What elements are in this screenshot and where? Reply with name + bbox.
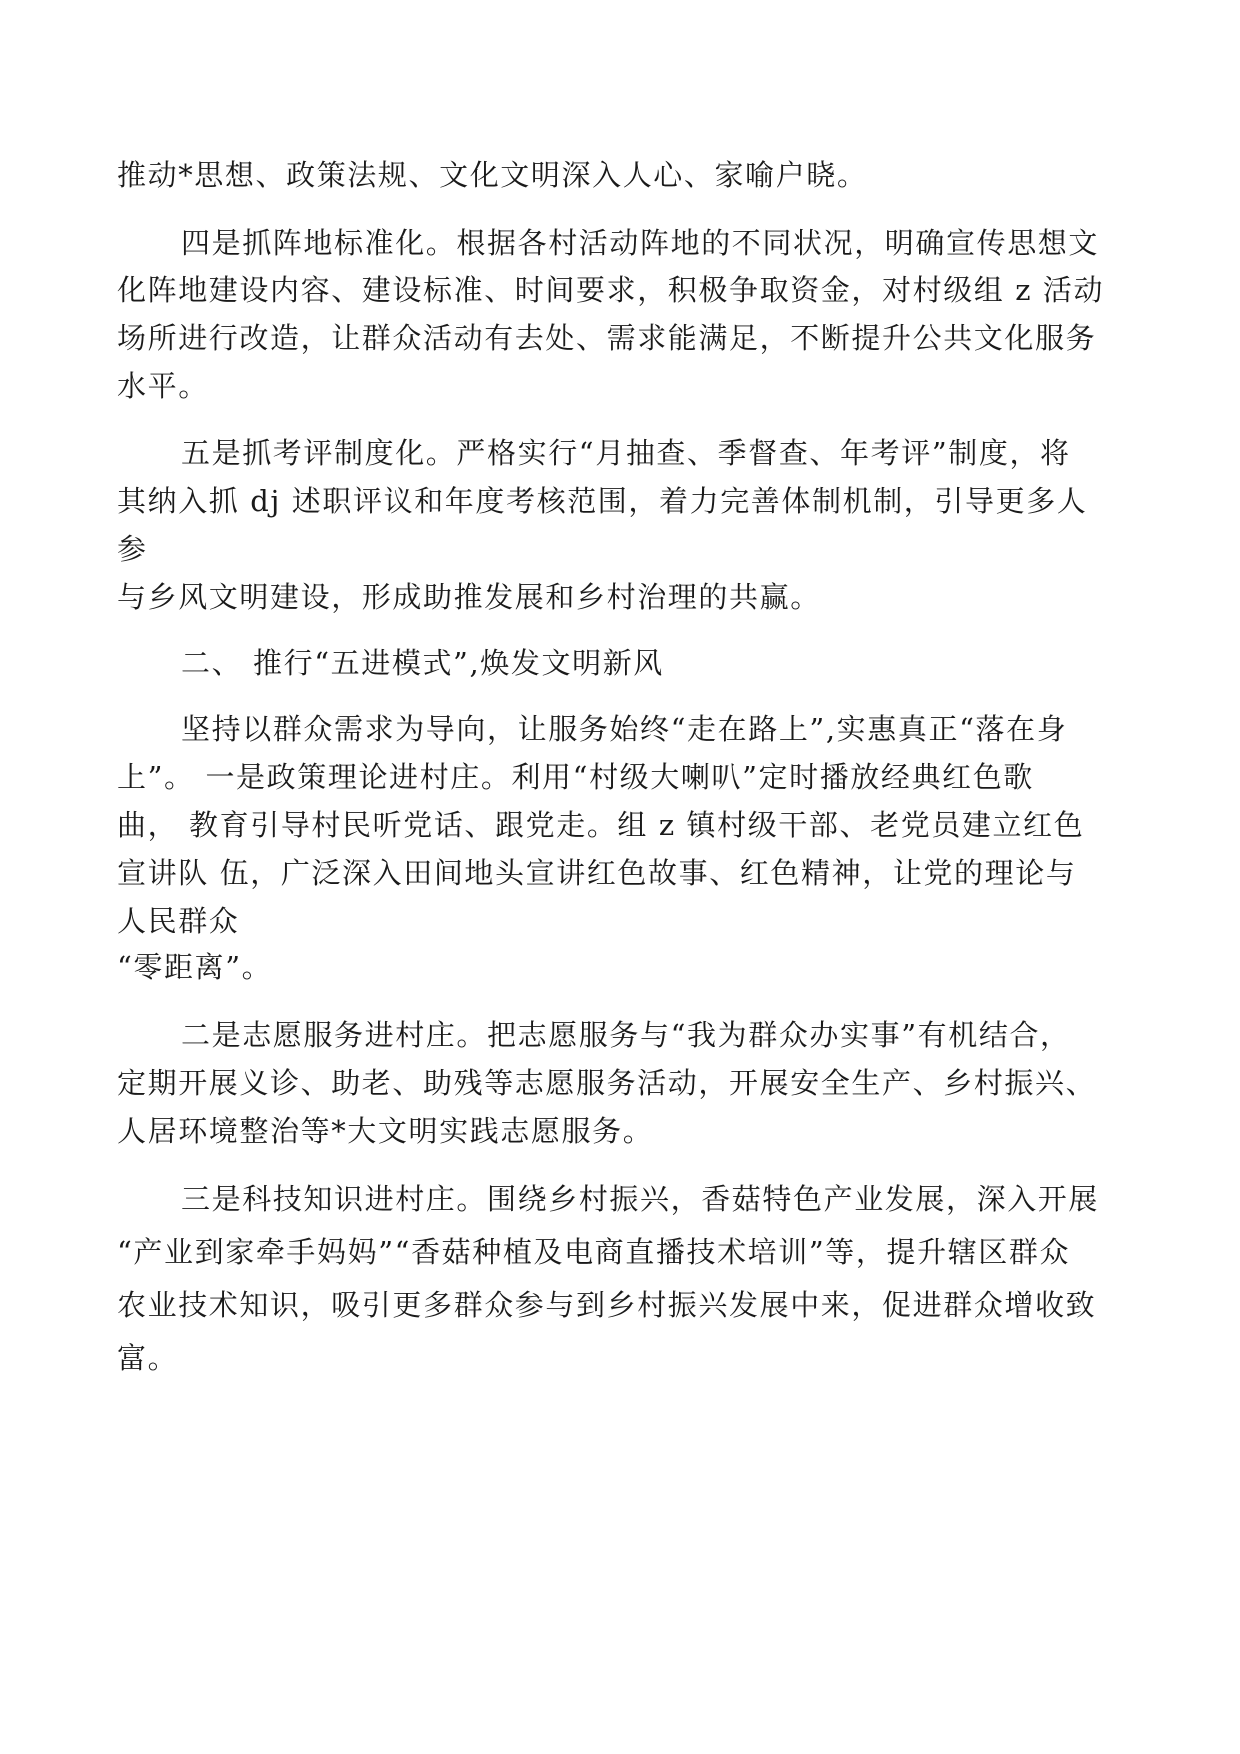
text-line-5: 水平。 <box>117 369 209 403</box>
text-line-22: 农业技术知识，吸引更多群众参与到乡村振兴发展中来，促进群众增收致 <box>117 1288 1097 1322</box>
text-line-13: 曲， 教育引导村民听党话、跟党走。组 z 镇村级干部、老党员建立红色 <box>117 808 1085 842</box>
text-line-17: 二是志愿服务进村庄。把志愿服务与“我为群众办实事”有机结合， <box>181 1018 1071 1052</box>
text-line-4: 场所进行改造，让群众活动有去处、需求能满足，不断提升公共文化服务 <box>117 321 1097 355</box>
text-line-18: 定期开展义诊、助老、助残等志愿服务活动，开展安全生产、乡村振兴、 <box>117 1066 1097 1100</box>
section-heading: 二、 推行“五进模式”,焕发文明新风 <box>181 646 664 680</box>
text-line-16: “零距离”。 <box>117 950 273 984</box>
text-line-9: 与乡风文明建设，形成助推发展和乡村治理的共赢。 <box>117 580 821 614</box>
text-line-1: 推动*思想、政策法规、文化文明深入人心、家喻户晓。 <box>117 158 868 192</box>
text-line-11: 坚持以群众需求为导向，让服务始终“走在路上”,实惠真正“落在身 <box>181 712 1068 746</box>
text-line-21: “产业到家牵手妈妈”“香菇种植及电商直播技术培训”等，提升辖区群众 <box>117 1235 1071 1269</box>
text-line-23: 富。 <box>117 1341 179 1375</box>
text-line-14: 宣讲队 伍，广泛深入田间地头宣讲红色故事、红色精神，让党的理论与 <box>117 856 1077 890</box>
text-line-3: 化阵地建设内容、建设标准、时间要求，积极争取资金，对村级组 z 活动 <box>117 273 1105 307</box>
text-line-20: 三是科技知识进村庄。围绕乡村振兴，香菇特色产业发展，深入开展 <box>181 1182 1100 1216</box>
text-line-19: 人居环境整治等*大文明实践志愿服务。 <box>117 1114 654 1148</box>
text-line-7: 其纳入抓 dj 述职评议和年度考核范围，着力完善体制机制，引导更多人 <box>117 484 1088 518</box>
text-line-15: 人民群众 <box>117 904 240 938</box>
text-line-2: 四是抓阵地标准化。根据各村活动阵地的不同状况，明确宣传思想文 <box>181 226 1100 260</box>
text-line-12: 上”。 一是政策理论进村庄。利用“村级大喇叭”定时播放经典红色歌 <box>117 760 1034 794</box>
text-line-6: 五是抓考评制度化。严格实行“月抽查、季督查、年考评”制度，将 <box>181 436 1071 470</box>
text-line-8: 参 <box>117 532 148 566</box>
